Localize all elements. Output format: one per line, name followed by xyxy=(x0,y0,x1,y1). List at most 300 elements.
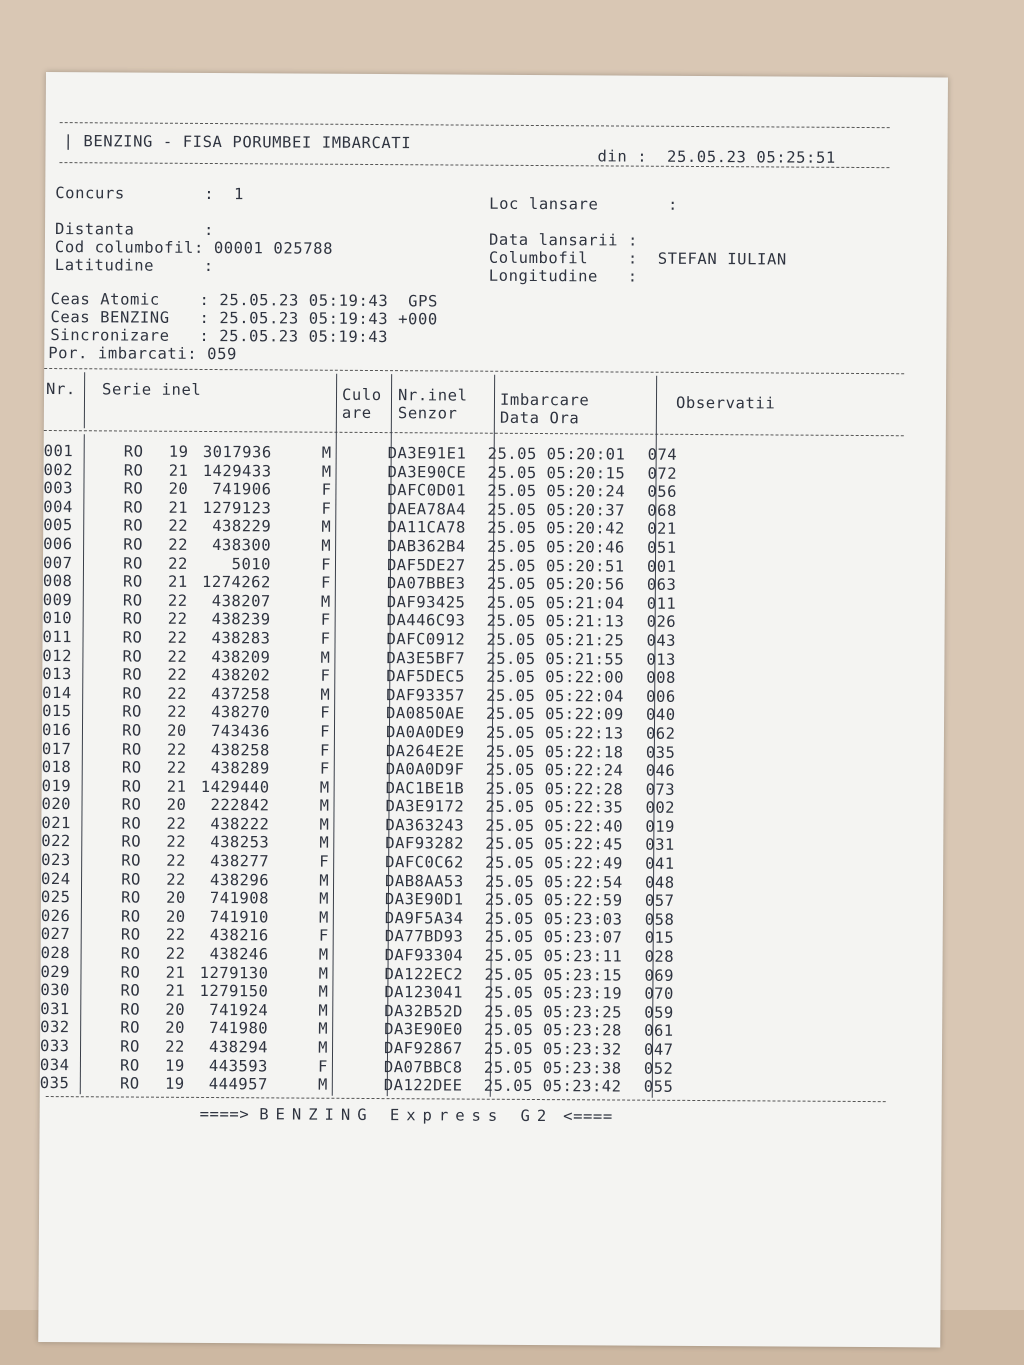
row-gap xyxy=(88,777,104,796)
row-year: 20 xyxy=(165,1000,186,1019)
row-datetime xyxy=(485,817,645,837)
row-color xyxy=(330,778,386,797)
row-ring-number: 1279130 xyxy=(199,963,269,983)
row-year: 22 xyxy=(166,833,187,852)
row-sex: F xyxy=(321,555,332,574)
row-ring-number: 1429433 xyxy=(202,461,272,480)
row-gap xyxy=(87,833,103,852)
col-header-serie-inel: Serie inel xyxy=(102,380,202,399)
row-date: 25.05 xyxy=(485,835,535,854)
row-date: 25.05 xyxy=(483,1039,534,1058)
print-date: din : 25.05.23 05:25:51 xyxy=(597,147,836,167)
row-gap xyxy=(90,442,106,461)
row-datetime xyxy=(487,612,647,632)
row-color xyxy=(329,927,385,946)
row-sensor-id: DAF93282 xyxy=(385,834,465,854)
row-year: 19 xyxy=(165,1056,185,1075)
row-date: 25.05 xyxy=(487,481,537,501)
row-date: 25.05 xyxy=(487,519,537,538)
row-ring-number: 438258 xyxy=(210,740,270,759)
row-observatii: 057 xyxy=(644,891,675,911)
row-color xyxy=(332,444,388,463)
row-date: 25.05 xyxy=(486,686,536,705)
row-time: 05:22:13 xyxy=(544,723,624,743)
row-ring-number: 1429440 xyxy=(200,777,270,797)
row-ring-number: 438253 xyxy=(210,833,270,852)
row-nr: 026 xyxy=(40,906,71,926)
row-nr: 021 xyxy=(41,813,71,833)
table-top-border xyxy=(44,368,904,374)
col-header-nr-inel: Nr.inel xyxy=(397,386,468,405)
row-sex: M xyxy=(319,889,330,908)
row-country: RO xyxy=(120,925,141,945)
row-color xyxy=(330,648,386,667)
row-year: 21 xyxy=(168,461,189,480)
row-time: 05:20:46 xyxy=(546,538,625,557)
row-sensor-id: DA0A0DE9 xyxy=(385,722,465,742)
row-nr: 013 xyxy=(42,665,72,684)
row-ring-number: 438239 xyxy=(211,610,271,629)
row-observatii: 074 xyxy=(647,445,678,464)
row-ring-number: 1274262 xyxy=(202,573,271,592)
row-year: 22 xyxy=(165,926,186,945)
row-time: 05:23:07 xyxy=(543,928,623,947)
row-observatii: 062 xyxy=(645,724,676,743)
row-observatii: 048 xyxy=(645,873,675,892)
row-datetime xyxy=(485,928,645,948)
row-datetime xyxy=(485,854,645,874)
row-ring-number: 3017936 xyxy=(202,442,272,462)
row-year: 22 xyxy=(165,944,186,963)
row-country: RO xyxy=(123,516,144,535)
row-sensor-id: DAF5DE27 xyxy=(386,555,466,575)
row-year: 22 xyxy=(168,517,189,536)
row-gap xyxy=(87,907,103,926)
row-gap xyxy=(89,610,105,629)
row-year: 20 xyxy=(166,888,186,908)
row-nr: 027 xyxy=(40,925,71,944)
row-color xyxy=(330,667,386,686)
row-color xyxy=(329,946,385,965)
row-datetime xyxy=(484,965,644,985)
row-date: 25.05 xyxy=(485,816,535,835)
row-ring-number: 438283 xyxy=(211,628,271,648)
row-sex: M xyxy=(320,685,331,704)
row-gap xyxy=(87,926,103,945)
row-ring-number: 1279150 xyxy=(199,982,269,1001)
row-time: 05:20:37 xyxy=(546,500,626,520)
row-datetime xyxy=(486,649,646,669)
row-ring-number: 741910 xyxy=(209,907,269,927)
row-time: 05:23:25 xyxy=(543,1002,622,1022)
row-sensor-id: DAB362B4 xyxy=(387,537,466,556)
row-color xyxy=(331,500,387,519)
row-observatii: 035 xyxy=(645,743,676,762)
row-datetime xyxy=(487,538,647,558)
row-color xyxy=(329,834,385,853)
row-sex: F xyxy=(321,499,332,518)
row-country: RO xyxy=(120,944,141,963)
row-ring-number: 438277 xyxy=(210,852,270,871)
row-time: 05:20:51 xyxy=(545,556,625,576)
row-color xyxy=(330,741,386,760)
row-sensor-id: DAF93425 xyxy=(386,592,466,612)
row-sex: M xyxy=(318,982,329,1001)
row-ring-number: 438222 xyxy=(210,814,270,834)
row-gap xyxy=(86,963,102,982)
row-country: RO xyxy=(121,870,141,889)
row-sex: M xyxy=(319,834,330,853)
row-date: 25.05 xyxy=(485,797,535,817)
row-color xyxy=(328,983,384,1002)
row-date: 25.05 xyxy=(485,779,535,798)
row-observatii: 070 xyxy=(644,984,674,1004)
row-time: 05:20:24 xyxy=(546,482,626,501)
row-nr: 016 xyxy=(41,720,72,740)
row-observatii: 056 xyxy=(647,482,678,502)
row-time: 05:23:42 xyxy=(542,1077,622,1096)
row-sex: M xyxy=(318,945,329,964)
row-datetime xyxy=(487,556,647,576)
header-separator xyxy=(44,430,904,436)
row-observatii: 055 xyxy=(643,1077,674,1097)
row-date: 25.05 xyxy=(486,556,537,575)
row-date: 25.05 xyxy=(485,760,535,780)
row-sex: F xyxy=(320,611,331,630)
row-color xyxy=(328,1057,384,1076)
row-date: 25.05 xyxy=(486,630,536,649)
row-ring-number: 438294 xyxy=(208,1038,269,1057)
ceas-atomic-field: Ceas Atomic : 25.05.23 05:19:43 GPS xyxy=(50,290,439,311)
row-datetime xyxy=(486,779,646,799)
row-nr: 019 xyxy=(41,776,72,795)
row-datetime xyxy=(486,724,646,744)
row-date: 25.05 xyxy=(486,574,537,594)
row-date: 25.05 xyxy=(487,500,537,519)
row-country: RO xyxy=(121,832,142,852)
row-ring-number: 5010 xyxy=(231,554,272,573)
row-time: 05:20:42 xyxy=(546,519,625,538)
row-datetime xyxy=(486,742,646,762)
row-year: 22 xyxy=(166,870,186,889)
row-datetime xyxy=(487,575,647,595)
row-country: RO xyxy=(121,888,141,907)
row-time: 05:22:18 xyxy=(544,742,624,762)
row-time: 05:22:28 xyxy=(544,779,624,799)
row-sex: M xyxy=(317,1075,328,1094)
row-date: 25.05 xyxy=(486,593,536,612)
row-country: RO xyxy=(121,851,142,870)
row-country: RO xyxy=(122,721,142,740)
row-sex: M xyxy=(319,778,330,797)
row-sensor-id: DA122DEE xyxy=(383,1076,463,1095)
row-sex: M xyxy=(319,871,330,890)
row-country: RO xyxy=(120,1018,141,1037)
row-sensor-id: DA3E9172 xyxy=(385,797,465,816)
row-sensor-id: DAF92867 xyxy=(383,1039,463,1058)
row-country: RO xyxy=(123,442,144,461)
row-gap xyxy=(86,1019,102,1038)
row-date: 25.05 xyxy=(486,705,536,724)
row-time: 05:23:15 xyxy=(543,965,623,985)
row-time: 05:22:49 xyxy=(544,854,623,873)
row-date: 25.05 xyxy=(487,463,537,482)
row-sensor-id: DA11CA78 xyxy=(387,518,466,537)
row-nr: 034 xyxy=(39,1055,70,1074)
row-gap xyxy=(89,517,105,536)
row-time: 05:21:04 xyxy=(545,593,625,613)
row-observatii: 041 xyxy=(645,854,675,873)
row-color xyxy=(331,592,387,611)
row-color xyxy=(331,555,387,574)
row-observatii: 015 xyxy=(644,929,675,948)
row-observatii: 043 xyxy=(646,631,677,650)
row-year: 20 xyxy=(166,796,187,815)
row-nr: 030 xyxy=(40,981,70,1000)
row-color xyxy=(328,1076,384,1095)
row-date: 25.05 xyxy=(486,649,536,668)
row-ring-number: 438216 xyxy=(209,926,269,945)
row-observatii: 013 xyxy=(646,650,676,669)
row-sensor-id: DAF93357 xyxy=(386,685,465,705)
row-gap xyxy=(88,703,104,722)
row-date: 25.05 xyxy=(487,537,537,556)
row-year: 22 xyxy=(166,758,187,777)
row-nr: 015 xyxy=(42,702,72,721)
row-sex: M xyxy=(321,443,332,462)
row-color xyxy=(328,1002,384,1021)
row-gap xyxy=(90,461,106,480)
row-datetime xyxy=(484,1077,644,1097)
row-color xyxy=(330,685,386,704)
row-datetime xyxy=(488,463,648,483)
row-sensor-id: DA122EC2 xyxy=(384,964,464,984)
row-datetime xyxy=(484,1040,644,1060)
row-year: 22 xyxy=(167,703,187,722)
row-datetime xyxy=(486,705,646,725)
row-ring-number: 438246 xyxy=(209,945,269,964)
row-time: 05:23:32 xyxy=(543,1040,622,1059)
row-nr: 020 xyxy=(41,795,72,814)
row-time: 05:22:40 xyxy=(544,816,624,836)
row-ring-number: 1279123 xyxy=(202,498,272,518)
row-nr: 014 xyxy=(42,683,72,702)
longitudine-field: Longitudine : xyxy=(488,266,638,286)
col-header-senzor: Senzor xyxy=(397,404,458,423)
row-color xyxy=(329,816,385,835)
row-date: 25.05 xyxy=(484,909,535,928)
row-gap xyxy=(89,498,105,517)
row-country: RO xyxy=(120,907,141,926)
row-year: 21 xyxy=(167,572,188,592)
row-sex: M xyxy=(321,518,332,537)
row-gap xyxy=(89,535,105,554)
row-country: RO xyxy=(121,795,142,814)
table-bottom-border xyxy=(46,1096,886,1102)
row-year: 21 xyxy=(168,498,189,517)
row-nr: 004 xyxy=(43,497,73,516)
row-time: 05:22:54 xyxy=(544,872,623,892)
row-observatii: 047 xyxy=(643,1040,674,1059)
row-year: 21 xyxy=(165,981,186,1001)
col-header-culoare-1: Culo xyxy=(341,385,382,405)
row-nr: 005 xyxy=(43,516,73,535)
vrule-nr-header xyxy=(84,372,85,428)
row-observatii: 028 xyxy=(644,947,675,966)
ceas-benzing-field: Ceas BENZING : 25.05.23 05:19:43 +000 xyxy=(50,308,438,329)
row-sex: M xyxy=(318,1038,329,1057)
row-observatii: 051 xyxy=(647,538,677,557)
row-country: RO xyxy=(123,554,143,573)
row-sensor-id: DAB8AA53 xyxy=(385,871,464,891)
row-sensor-id: DA3E90D1 xyxy=(384,890,464,909)
row-color xyxy=(332,462,388,481)
row-observatii: 073 xyxy=(645,780,676,799)
row-year: 22 xyxy=(167,610,188,629)
row-observatii: 072 xyxy=(647,464,678,483)
col-header-observatii: Observatii xyxy=(675,393,776,413)
row-sex: M xyxy=(318,1001,329,1020)
row-nr: 022 xyxy=(41,832,71,851)
row-time: 05:22:45 xyxy=(544,835,624,855)
row-sensor-id: DAC1BE1B xyxy=(385,778,465,798)
row-gap xyxy=(87,796,103,815)
row-time: 05:22:35 xyxy=(544,798,624,817)
row-gap xyxy=(89,554,105,573)
row-time: 05:20:15 xyxy=(546,463,626,483)
row-gap xyxy=(87,851,103,870)
row-year: 20 xyxy=(168,479,189,499)
row-time: 05:20:56 xyxy=(545,575,625,594)
boarded-pigeons-table xyxy=(40,442,728,1097)
row-year: 20 xyxy=(167,721,187,740)
row-ring-number: 438207 xyxy=(211,591,271,611)
row-sex: F xyxy=(320,666,331,685)
row-observatii: 063 xyxy=(646,575,677,595)
row-ring-number: 741924 xyxy=(209,1000,269,1020)
row-sensor-id: DA32B52D xyxy=(384,1001,463,1021)
row-nr: 007 xyxy=(42,553,73,572)
row-ring-number: 438300 xyxy=(212,535,272,555)
row-sensor-id: DA363243 xyxy=(385,815,465,835)
row-color xyxy=(331,611,387,630)
row-year: 22 xyxy=(168,554,188,573)
row-datetime xyxy=(486,761,646,781)
row-nr: 011 xyxy=(42,627,73,647)
data-lansarii-field: Data lansarii : xyxy=(488,230,639,250)
row-nr: 025 xyxy=(40,888,71,907)
row-date: 25.05 xyxy=(484,1002,534,1021)
row-gap xyxy=(86,981,102,1000)
row-datetime xyxy=(485,910,645,930)
row-country: RO xyxy=(123,461,144,480)
row-datetime xyxy=(484,1003,644,1023)
row-sex: M xyxy=(321,536,332,555)
row-sex: F xyxy=(318,927,329,946)
row-observatii: 069 xyxy=(644,966,675,985)
row-sensor-id: DAFC0912 xyxy=(386,630,466,649)
row-color xyxy=(330,704,386,723)
row-sensor-id: DA77BD93 xyxy=(384,927,464,947)
row-country: RO xyxy=(120,981,141,1000)
row-nr: 024 xyxy=(41,869,71,888)
row-date: 25.05 xyxy=(486,612,536,631)
row-nr: 018 xyxy=(41,758,72,777)
row-datetime xyxy=(486,668,646,688)
row-gap xyxy=(89,591,105,610)
row-observatii: 031 xyxy=(645,836,675,855)
row-time: 05:22:00 xyxy=(545,668,625,687)
row-date: 25.05 xyxy=(485,742,536,761)
row-gap xyxy=(89,479,105,498)
row-date: 25.05 xyxy=(484,890,535,910)
row-country: RO xyxy=(122,572,143,591)
row-sensor-id: DA07BBC8 xyxy=(383,1057,463,1077)
row-sensor-id: DA0850AE xyxy=(386,704,465,723)
row-sensor-id: DAFC0D01 xyxy=(387,481,467,500)
row-sensor-id: DA3E5BF7 xyxy=(386,648,466,668)
por-imbarcati-field: Por. imbarcati: 059 xyxy=(48,344,238,364)
row-nr: 033 xyxy=(39,1036,70,1056)
row-sex: F xyxy=(319,852,330,871)
row-gap xyxy=(87,870,103,889)
row-observatii: 021 xyxy=(647,520,677,539)
row-ring-number: 222842 xyxy=(210,796,270,815)
row-sensor-id: DAF5DEC5 xyxy=(386,667,466,686)
row-time: 05:20:01 xyxy=(546,445,626,464)
row-country: RO xyxy=(122,647,143,666)
row-country: RO xyxy=(122,684,143,703)
row-datetime xyxy=(487,482,647,502)
row-nr: 035 xyxy=(39,1074,70,1093)
row-country: RO xyxy=(119,1074,140,1093)
row-observatii: 040 xyxy=(646,705,676,725)
row-year: 22 xyxy=(165,1037,185,1056)
row-ring-number: 438296 xyxy=(210,870,270,890)
row-date: 25.05 xyxy=(485,853,535,873)
row-color xyxy=(330,723,386,742)
row-gap xyxy=(88,740,104,759)
row-country: RO xyxy=(121,777,142,796)
row-time: 05:23:19 xyxy=(543,984,623,1003)
row-color xyxy=(329,853,385,872)
row-observatii: 058 xyxy=(644,910,675,929)
row-sex: M xyxy=(319,796,330,816)
row-observatii: 052 xyxy=(643,1059,674,1078)
row-time: 05:21:25 xyxy=(545,630,625,650)
row-sensor-id: DAEA78A4 xyxy=(387,499,467,519)
row-datetime xyxy=(484,984,644,1004)
row-observatii: 046 xyxy=(645,761,676,780)
row-nr: 031 xyxy=(40,999,70,1018)
row-gap xyxy=(88,758,104,777)
row-observatii: 061 xyxy=(644,1022,674,1041)
row-gap xyxy=(88,647,104,666)
sincronizare-field: Sincronizare : 25.05.23 05:19:43 xyxy=(50,326,389,347)
row-nr: 006 xyxy=(43,534,73,554)
row-sensor-id: DAF93304 xyxy=(384,946,464,965)
row-sex: M xyxy=(321,462,332,481)
latitudine-field: Latitudine : xyxy=(54,256,214,276)
row-year: 19 xyxy=(168,442,189,461)
row-nr: 023 xyxy=(41,851,71,870)
row-datetime xyxy=(487,593,647,613)
row-date: 25.05 xyxy=(484,946,534,966)
row-sex: M xyxy=(320,648,331,667)
row-nr: 010 xyxy=(42,609,73,628)
row-country: RO xyxy=(123,479,144,498)
row-country: RO xyxy=(122,609,143,628)
